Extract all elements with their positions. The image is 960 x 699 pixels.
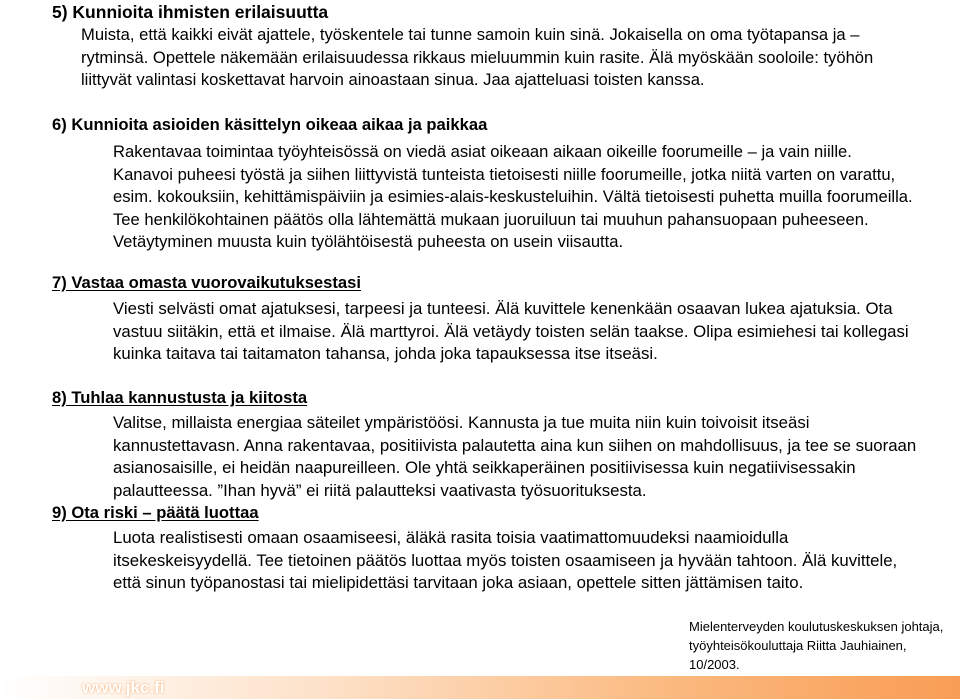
section-9-heading: 9) Ota riski – päätä luottaa (52, 503, 259, 522)
section-8-body: Valitse, millaista energiaa säteilet ympäristöösi. Kannusta ja tue muita niin kuin toivoisit itseäsi kannustettavasn. Anna rakentavaa, positiivista palautetta aina kun siihen on mahdollisuus, ja tee se suoraan asianosaisille, ei heidän naapureilleen. Ole yhtä seikkaperäinen positiivisessa kuin negatiivisessakin palautteessa. ”Ihan hyvä” ei riitä palautteksi vaativasta työsuorituksesta. (113, 413, 917, 500)
section-7-body: Viesti selvästi omat ajatuksesi, tarpeesi ja tunteesi. Älä kuvittele kenenkään osaavan lukea ajatuksia. Ota vastuu siitäkin, että et ilmaise. Älä marttyroi. Älä vetäydy toisten selän taakse. Olipa esimiehesi tai kollegasi kuinka taitava tai taitamaton tahansa, johda joka tapauksessa itse itseäsi. (113, 299, 909, 363)
section-5-body: Muista, että kaikki eivät ajattele, työskentele tai tunne samoin kuin sinä. Jokaisella on oma työtapansa ja –rytminsä. Opettele näkemään erilaisuudessa rikkaus mieluummin kuin rasite. Älä myöskään sooloile: työhön liittyvät valintasi koskettavat harvoin ainoastaan sinua. Jaa ajatteluasi toisten kanssa. (81, 25, 874, 89)
section-8-heading: 8) Tuhlaa kannustusta ja kiitosta (52, 388, 308, 407)
author-note: Mielenterveyden koulutuskeskuksen johtaja, työyhteisökouluttaja Riitta Jauhiainen, 10/2003. (689, 619, 944, 672)
site-url: www.jkc.fi (82, 678, 165, 697)
section-9-body: Luota realistisesti omaan osaamiseesi, äläkä rasita toisia vaatimattomuudeksi naamioidulla itsekeskeisyydellä. Tee tietoinen päätös luottaa myös toisten osaamiseen ja hyvään tahtoon. Älä kuvittele, että sinun työpanostasi tai mielipidettäsi tarvitaan joka asiaan, opettele sitten jättämisen taito. (113, 528, 898, 592)
section-5-heading: 5) Kunnioita ihmisten erilaisuutta (52, 2, 329, 22)
section-6-heading: 6) Kunnioita asioiden käsittelyn oikeaa aikaa ja paikkaa (52, 115, 488, 134)
section-6-body: Rakentavaa toimintaa työyhteisössä on viedä asiat oikeaan aikaan oikeille foorumeille – ja vain niille. Kanavoi puheesi työstä ja siihen liittyvistä tunteista tietoisesti niille foorumeille, jotka niitä varten on varattu, esim. kokouksiin, kehittämispäiviin ja esimies-alais-keskusteluihin. Vältä tietoisesti puhetta muilla foorumeilla. Tee henkilökohtainen päätös olla lähtemättä mukaan juoruiluun tai muuhun pahansuopaan puheeseen. Vetäytyminen muusta kuin työlähtöisestä puheesta on usein viisautta. (113, 142, 913, 251)
section-7-heading: 7) Vastaa omasta vuorovaikutuksestasi (52, 273, 361, 292)
